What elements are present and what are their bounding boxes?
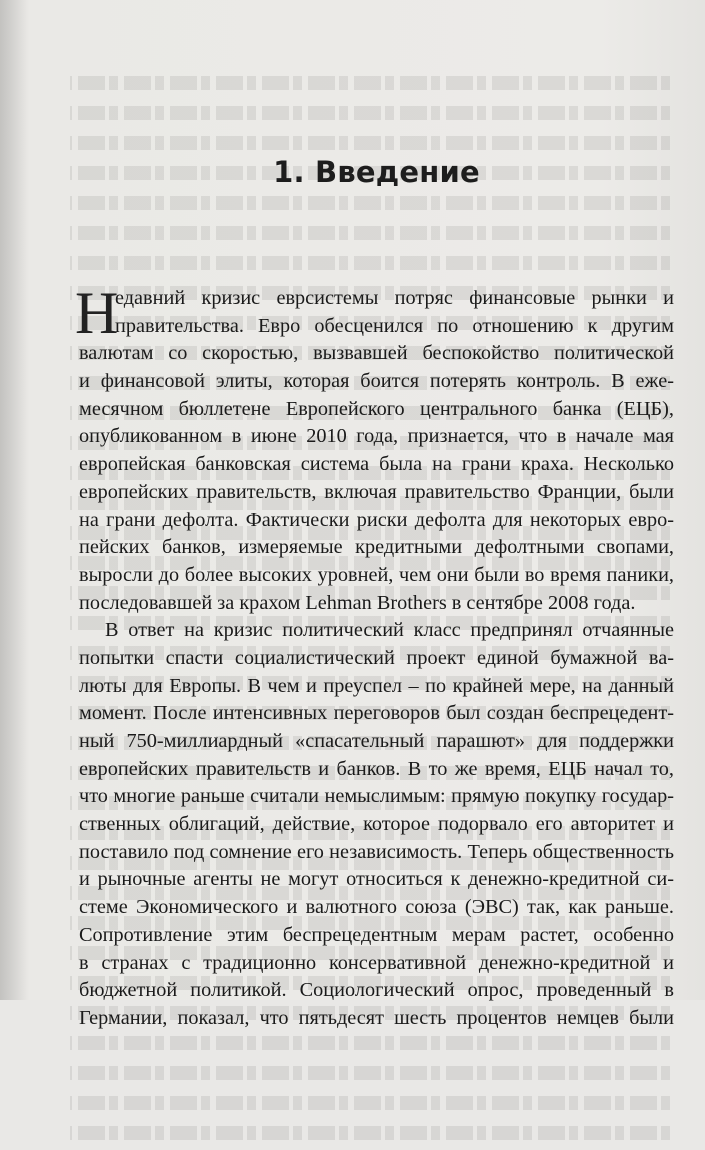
text-line: ный 750-миллиардный «спасательный парашют» для поддержки: [79, 730, 674, 752]
text-line: европейская банковская система была на грани краха. Несколько: [79, 453, 674, 476]
text-line: ственных облигаций, действие, которое подорвало его авторитет и: [79, 813, 674, 836]
page-content: [75, 150, 674, 1033]
chapter-heading: 1. Введение: [273, 155, 480, 189]
text-line: В ответ на кризис политический класс предпринял отчаянные: [105, 619, 674, 642]
text-line: правительства. Евро обесценился по отношению к другим: [115, 314, 674, 337]
bleed-running-head: [70, 30, 670, 54]
text-line: стеме Экономического и валютного союза (ЭВС) так, как раньше.: [79, 896, 674, 919]
text-line: попытки спасти социалистический проект единой бумажной ва-: [79, 646, 674, 669]
text-line: люты для Европы. В чем и преуспел – по крайней мере, на данный: [79, 674, 674, 697]
text-line: Сопротивление этим беспрецедентным мерам растет, особенно: [79, 923, 674, 946]
text-line: поставило под сомнение его независимость. Теперь общественность: [79, 840, 674, 863]
drop-cap: Н: [75, 280, 119, 346]
text-line: момент. После интенсивных переговоров был создан беспрецедент-: [79, 702, 674, 725]
text-line: европейских правительств и банков. В то же время, ЕЦБ начал то,: [79, 757, 674, 780]
text-line: опубликованном в июне 2010 года, признается, что в начале мая: [79, 425, 674, 448]
text-line: едавний кризис еврсистемы потряс финансовые рынки и: [115, 287, 674, 309]
text-line: в странах с традиционно консервативной денежно-кредитной и: [79, 951, 674, 974]
text-line: европейских правительств, включая правительство Франции, были: [79, 480, 674, 503]
text-line: на грани дефолта. Фактически риски дефолта для некоторых евро-: [79, 508, 674, 531]
paragraph-2: [79, 617, 674, 1032]
text-line: что многие раньше считали немыслимым: прямую покупку государ-: [79, 785, 674, 808]
binding-gutter-shadow: [0, 0, 28, 1000]
paragraph-1: [75, 280, 674, 617]
text-line: валютам со скоростью, вызвавшей беспокойство политической: [79, 342, 674, 365]
text-line: и рыночные агенты не могут относиться к денежно-кредитной си-: [79, 868, 674, 891]
text-line: Германии, показал, что пятьдесят шесть процентов немцев были: [79, 1006, 674, 1029]
text-line: выросли до более высоких уровней, чем они были во время паники,: [79, 563, 674, 586]
text-line: бюджетной политикой. Социологический опрос, проведенный в: [79, 979, 674, 1002]
text-line: месячном бюллетене Европейского центрального банка (ЕЦБ),: [79, 397, 674, 420]
text-line: и финансовой элиты, которая боится потерять контроль. В еже-: [79, 370, 674, 393]
text-line: последовавшей за крахом Lehman Brothers в сентябре 2008 года.: [79, 591, 636, 614]
text-line: пейских банков, измеряемые кредитными дефолтными свопами,: [79, 536, 674, 559]
